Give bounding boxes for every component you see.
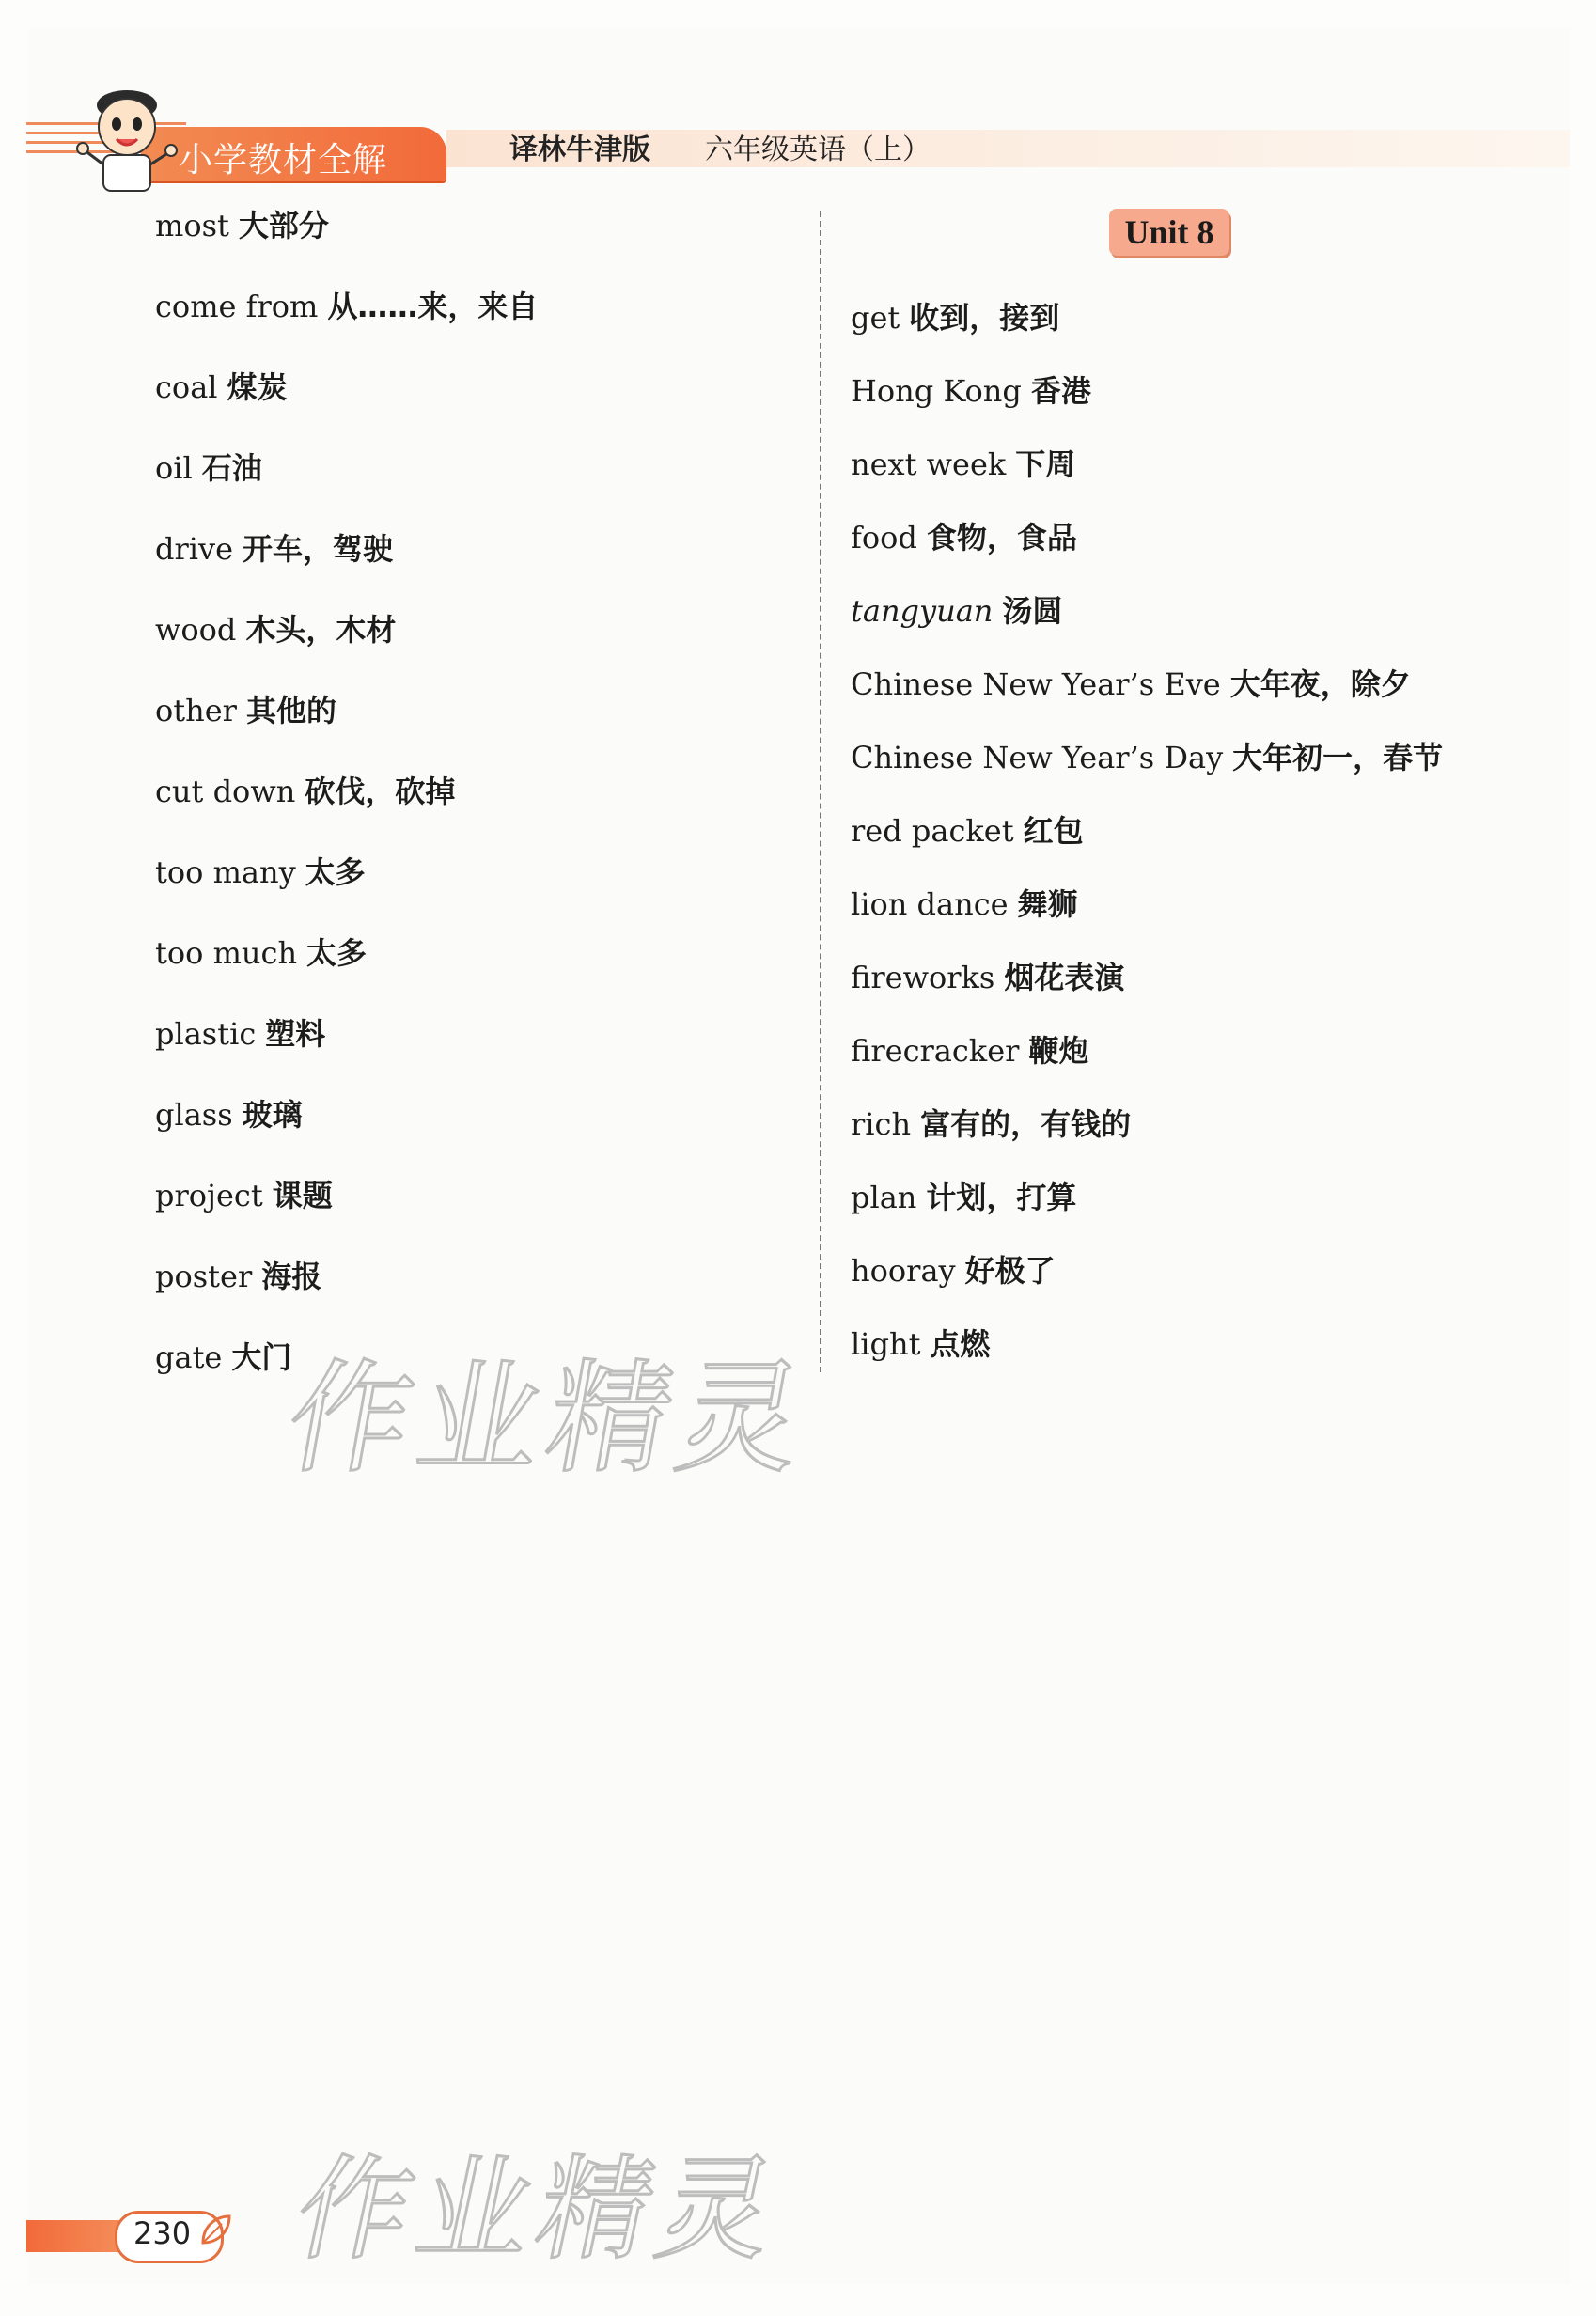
vocab-en: light <box>851 1326 921 1362</box>
vocab-entry <box>155 849 366 892</box>
vocab-entry <box>851 294 1059 337</box>
vocab-zh: 从……来，来自 <box>327 289 539 324</box>
vocab-en: drive <box>155 531 234 567</box>
column-divider <box>820 211 821 1372</box>
unit-badge: Unit 8 <box>1109 209 1229 256</box>
vocab-en: firecracker <box>851 1033 1020 1069</box>
vocab-entry <box>851 954 1124 997</box>
vocab-zh: 开车，驾驶 <box>243 531 394 567</box>
vocab-zh: 大年初一，春节 <box>1232 740 1444 775</box>
vocab-en: Chinese New Year’s Eve <box>851 666 1221 702</box>
vocab-entry <box>155 1091 303 1135</box>
vocab-zh: 木头，木材 <box>245 612 397 648</box>
vocab-en: lion dance <box>851 886 1009 922</box>
mascot-icon <box>75 85 179 197</box>
vocab-zh: 煤炭 <box>227 369 288 405</box>
vocab-entry <box>851 1247 1056 1291</box>
vocab-zh: 好极了 <box>964 1253 1056 1289</box>
vocab-zh: 计划，打算 <box>926 1180 1077 1215</box>
vocab-zh: 玻璃 <box>242 1097 303 1133</box>
vocab-zh: 课题 <box>272 1178 333 1213</box>
vocab-entry <box>155 202 329 245</box>
vocab-zh: 塑料 <box>265 1016 326 1052</box>
vocab-en: gate <box>155 1339 223 1375</box>
vocab-en: Chinese New Year’s Day <box>851 740 1224 775</box>
vocab-entry <box>155 1172 333 1215</box>
vocab-zh: 其他的 <box>245 693 336 728</box>
vocab-entry <box>851 734 1443 777</box>
vocab-entry <box>851 1027 1088 1071</box>
vocab-en: tangyuan <box>851 593 994 629</box>
vocab-zh: 石油 <box>201 450 262 486</box>
vocab-zh: 舞狮 <box>1017 886 1078 922</box>
book-title: 译林牛津版 <box>509 133 650 166</box>
vocab-entry <box>155 768 455 811</box>
vocab-en: food <box>851 520 917 556</box>
vocab-zh: 海报 <box>261 1259 322 1294</box>
vocab-zh: 红包 <box>1023 813 1084 849</box>
vocab-entry <box>851 881 1078 924</box>
vocab-en: coal <box>155 369 218 405</box>
leaf-icon <box>197 2211 235 2248</box>
vocab-entry <box>851 441 1075 484</box>
vocab-entry <box>851 661 1411 704</box>
watermark: 作业精灵 <box>276 1347 821 1490</box>
vocab-zh: 太多 <box>305 854 366 890</box>
vocab-zh: 点燃 <box>930 1326 991 1362</box>
vocab-en: get <box>851 300 900 336</box>
vocab-zh: 汤圆 <box>1002 593 1063 629</box>
vocab-zh: 烟花表演 <box>1004 960 1125 995</box>
vocab-en: poster <box>155 1259 253 1294</box>
vocab-zh: 大年夜，除夕 <box>1229 666 1411 702</box>
vocab-en: hooray <box>851 1253 956 1289</box>
vocab-en: wood <box>155 612 237 648</box>
vocab-entry <box>851 1321 990 1364</box>
vocab-entry <box>851 1101 1131 1144</box>
vocab-entry <box>851 587 1062 631</box>
vocab-entry <box>155 606 396 649</box>
vocab-entry <box>851 807 1084 851</box>
vocab-entry <box>155 1010 325 1054</box>
vocab-zh: 鞭炮 <box>1028 1033 1089 1069</box>
vocab-en: rich <box>851 1106 912 1142</box>
vocab-en: other <box>155 693 237 728</box>
vocab-entry <box>155 930 367 973</box>
page-number: 230 <box>133 2215 192 2251</box>
vocab-entry <box>155 364 288 407</box>
vocab-entry <box>851 514 1077 557</box>
brand-title: 小学教材全解 <box>179 141 388 180</box>
vocab-zh: 太多 <box>306 935 368 971</box>
vocab-zh: 收到，接到 <box>909 300 1060 336</box>
vocab-en: red packet <box>851 813 1014 849</box>
vocab-zh: 下周 <box>1015 446 1076 482</box>
vocab-zh: 富有的，有钱的 <box>920 1106 1132 1142</box>
vocab-entry <box>155 283 538 326</box>
vocab-zh: 砍伐，砍掉 <box>305 774 456 809</box>
vocab-en: too many <box>155 854 296 890</box>
vocab-zh: 大门 <box>231 1339 292 1375</box>
vocab-en: come from <box>155 289 319 324</box>
vocab-en: plan <box>851 1180 917 1215</box>
vocab-en: fireworks <box>851 960 995 995</box>
vocab-entry <box>851 1174 1076 1217</box>
vocab-entry <box>155 1253 321 1296</box>
vocab-zh: 食物，食品 <box>926 520 1077 556</box>
vocab-en: Hong Kong <box>851 373 1022 409</box>
vocab-en: cut down <box>155 774 296 809</box>
vocab-en: oil <box>155 450 193 486</box>
vocab-en: most <box>155 208 229 243</box>
vocab-en: too much <box>155 935 298 971</box>
vocab-entry <box>155 445 262 488</box>
vocab-entry <box>155 687 336 730</box>
vocab-zh: 香港 <box>1030 373 1091 409</box>
book-subtitle: 六年级英语（上） <box>705 133 931 166</box>
vocab-entry <box>155 525 393 569</box>
vocab-en: next week <box>851 446 1007 482</box>
vocab-en: glass <box>155 1097 233 1133</box>
watermark: 作业精灵 <box>284 2145 794 2276</box>
vocab-en: plastic <box>155 1016 257 1052</box>
vocab-zh: 大部分 <box>238 208 329 243</box>
vocab-en: project <box>155 1178 263 1213</box>
vocab-entry <box>155 1334 291 1377</box>
vocab-entry <box>851 368 1091 411</box>
